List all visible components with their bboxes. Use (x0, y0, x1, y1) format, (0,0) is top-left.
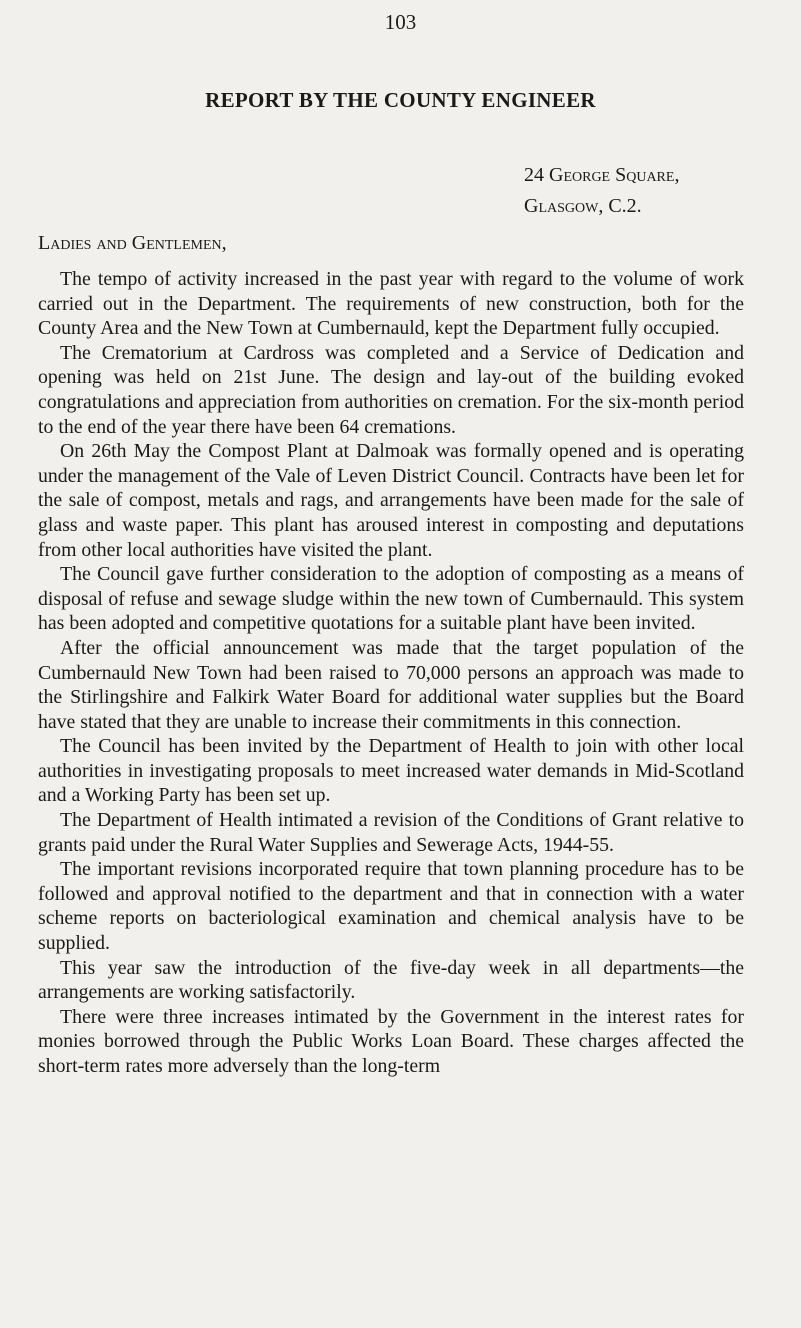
paragraph: The Council has been invited by the Department of Health to join with other local authorities in investigating proposals to meet increased water demands in Mid-Scotland and a Working Party has been set up. (38, 735, 744, 807)
paragraph: The Crematorium at Cardross was completed and a Service of Dedication and opening was held on 21st June. The design and lay-out of the building evoked congratulations and appreciation from authorities on cremation. For the six-month period to the end of the year there have been 64 cremations. (38, 341, 744, 438)
salutation: Ladies and Gentlemen, (38, 232, 227, 254)
report-body (38, 267, 744, 1079)
paragraph: The tempo of activity increased in the past year with regard to the volume of work carried out in the Department. The requirements of new construction, both for the County Area and the New Town at Cumbernauld, kept the Department fully occupied. (38, 268, 744, 340)
paragraph: The important revisions incorporated require that town planning procedure has to be followed and approval notified to the department and that in connection with a water scheme reports on bacteriological examination and chemical analysis have to be supplied. (38, 858, 744, 955)
paragraph: The Department of Health intimated a revision of the Conditions of Grant relative to grants paid under the Rural Water Supplies and Sewerage Acts, 1944-55. (38, 809, 744, 856)
paragraph: After the official announcement was made that the target population of the Cumbernauld New Town had been raised to 70,000 persons an approach was made to the Stirlingshire and Falkirk Water Board for additional water supplies but the Board have stated that they are unable to increase their commitments in this connection. (38, 636, 744, 733)
page-number: 103 (384, 10, 417, 34)
paragraph: On 26th May the Compost Plant at Dalmoak was formally opened and is operating under the management of the Vale of Leven District Council. Contracts have been let for the sale of compost, metals and rags, and arrangements have been made for the sale of glass and waste paper. This plant has aroused interest in composting and deputations from other local authorities have visited the plant. (38, 440, 744, 561)
paragraph: This year saw the introduction of the five-day week in all departments—the arrangements are working satisfactorily. (38, 956, 744, 1004)
address-block (524, 160, 679, 222)
paragraph: The Council gave further consideration to the adoption of composting as a means of disposal of refuse and sewage sludge within the new town of Cumbernauld. This system has been adopted and competitive quotations for a suitable plant have been invited. (38, 563, 744, 635)
address-line-2: Glasgow, C.2. (524, 195, 642, 217)
address-line-1: 24 George Square, (524, 164, 680, 186)
report-title: REPORT BY THE COUNTY ENGINEER (205, 88, 596, 112)
paragraph: There were three increases intimated by the Government in the interest rates for monies borrowed through the Public Works Loan Board. These charges affected the short-term rates more adversely than the long-term (38, 1005, 744, 1077)
